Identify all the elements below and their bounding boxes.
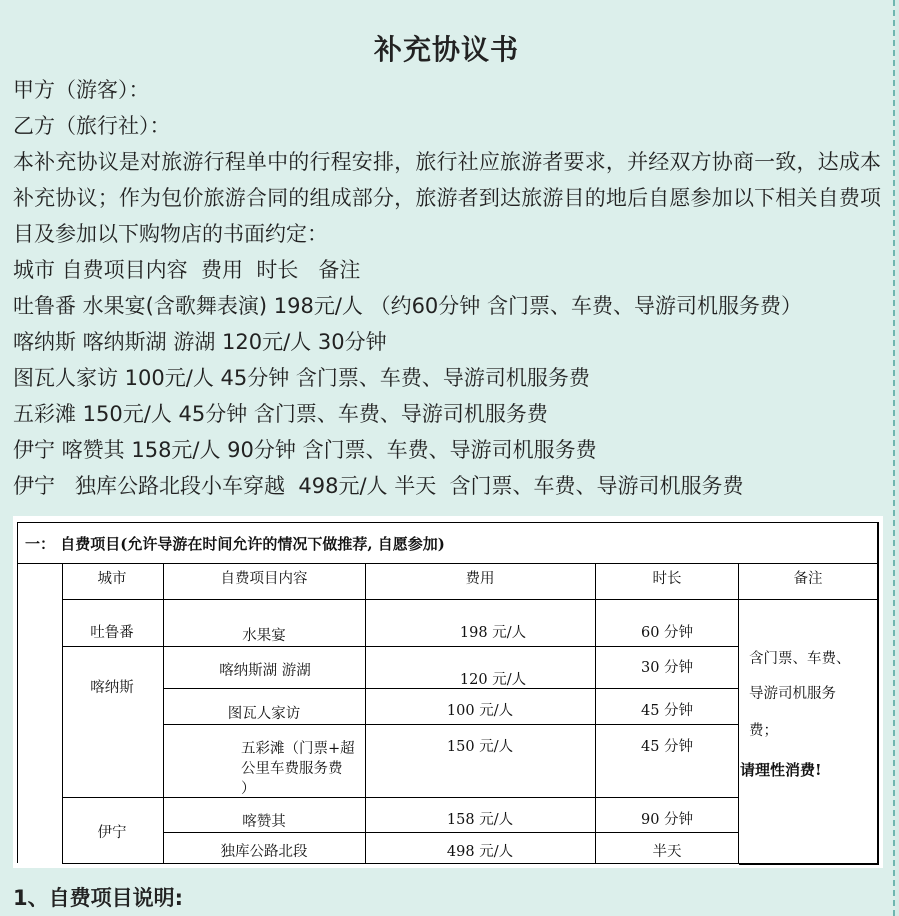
duration-duku-highway: 半天 bbox=[652, 844, 682, 860]
note-line-1: 含门票、车费、 bbox=[749, 651, 851, 667]
header-item: 自费项目内容 bbox=[220, 571, 308, 587]
item-fruit-banquet: 水果宴 bbox=[242, 628, 286, 644]
item-kazanqi: 喀赞其 bbox=[242, 814, 286, 830]
fee-wucaitan: 150 元/人 bbox=[446, 739, 514, 755]
city-kanas: 喀纳斯 bbox=[90, 680, 134, 696]
city-turpan: 吐鲁番 bbox=[90, 625, 134, 641]
item-tuva-visit: 图瓦人家访 bbox=[227, 706, 301, 722]
list-line-kanas: 喀纳斯 喀纳斯湖 游湖 120元/人 30分钟 bbox=[13, 330, 387, 354]
item-wucaitan-line-1: 五彩滩（门票+超 bbox=[241, 741, 355, 757]
list-line-kazanqi: 伊宁 喀赞其 158元/人 90分钟 含门票、车费、导游司机服务费 bbox=[13, 438, 597, 462]
duration-tuva-visit: 45 分钟 bbox=[640, 703, 694, 719]
fee-tuva-visit: 100 元/人 bbox=[446, 703, 514, 719]
table-caption: 一： 自费项目(允许导游在时间允许的情况下做推荐, 自愿参加) bbox=[25, 535, 445, 553]
list-line-wucaitan: 五彩滩 150元/人 45分钟 含门票、车费、导游司机服务费 bbox=[13, 402, 548, 426]
item-wucaitan-line-2: 公里车费服务费 bbox=[241, 761, 343, 777]
party-a-line: 甲方（游客）： bbox=[13, 78, 150, 102]
duration-fruit-banquet: 60 分钟 bbox=[640, 625, 694, 641]
note-line-2: 导游司机服务 bbox=[749, 686, 836, 702]
item-kanas-lake: 喀纳斯湖 游湖 bbox=[219, 663, 311, 679]
section-1-heading: 1、自费项目说明: bbox=[13, 886, 184, 910]
table-grid bbox=[13, 516, 883, 868]
duration-wucaitan: 45 分钟 bbox=[640, 739, 694, 755]
header-duration: 时长 bbox=[652, 571, 682, 587]
city-yining: 伊宁 bbox=[97, 825, 127, 841]
list-line-duku: 伊宁 独库公路北段小车穿越 498元/人 半天 含门票、车费、导游司机服务费 bbox=[13, 474, 744, 498]
list-header-line: 城市 自费项目内容 费用 时长 备注 bbox=[13, 258, 361, 282]
header-city: 城市 bbox=[97, 571, 127, 587]
fee-kazanqi: 158 元/人 bbox=[446, 812, 514, 828]
item-duku-highway: 独库公路北段 bbox=[220, 844, 308, 860]
header-note: 备注 bbox=[793, 571, 823, 587]
note-rational-spending: 请理性消费! bbox=[740, 761, 822, 779]
duration-kazanqi: 90 分钟 bbox=[640, 812, 694, 828]
list-line-tuva: 图瓦人家访 100元/人 45分钟 含门票、车费、导游司机服务费 bbox=[13, 366, 590, 390]
fee-kanas-lake: 120 元/人 bbox=[459, 672, 527, 688]
fee-fruit-banquet: 198 元/人 bbox=[459, 625, 527, 641]
header-fee: 费用 bbox=[465, 571, 495, 587]
document-title: 补充协议书 bbox=[373, 33, 519, 66]
fee-duku-highway: 498 元/人 bbox=[446, 844, 514, 860]
item-wucaitan-line-3: ） bbox=[241, 781, 256, 797]
list-line-turpan: 吐鲁番 水果宴(含歌舞表演) 198元/人 （约60分钟 含门票、车费、导游司机服务费） bbox=[13, 294, 802, 318]
note-line-3: 费； bbox=[749, 723, 778, 739]
party-b-line: 乙方（旅行社）： bbox=[13, 114, 171, 138]
duration-kanas-lake: 30 分钟 bbox=[640, 660, 694, 676]
intro-paragraph: 本补充协议是对旅游行程单中的行程安排，旅行社应旅游者要求，并经双方协商一致，达成本补充协议；作为包价旅游合同的组成部分，旅游者到达旅游目的地后自愿参加以下相关自费项目及参加以下购物店的书面约定： bbox=[13, 150, 881, 246]
self-paid-items-table bbox=[13, 516, 883, 868]
